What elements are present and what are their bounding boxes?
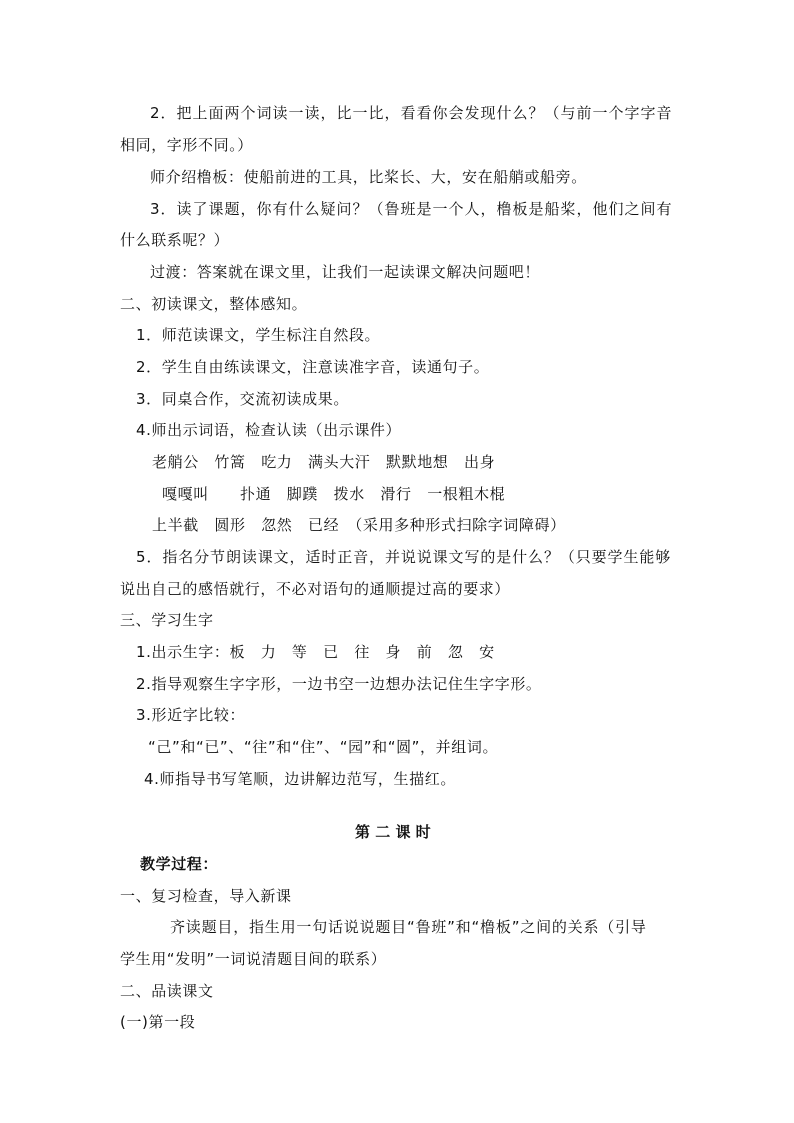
teaching-process-heading: 教学过程： — [140, 855, 219, 873]
similar-characters-label: 3.形近字比较： — [136, 706, 246, 724]
lesson-2-title: 第 二 课 时 — [355, 823, 431, 841]
read-title-together-line1: 齐读题目，指生用一句话说说题目“鲁班”和“橹板”之间的关系（引导 — [170, 918, 647, 936]
step-3-deskmate-cooperation: 3．同桌合作，交流初读成果。 — [136, 390, 349, 408]
writing-guidance: 4.师指导书写笔顺，边讲解边范写，生描红。 — [144, 770, 456, 788]
word-list-row-2: 嘎嘎叫 扑通 脚蹼 拨水 滑行 一根粗木棍 — [162, 485, 506, 503]
step-4-show-words: 4.师出示词语，检查认读（出示课件） — [136, 421, 402, 439]
step-5-read-by-paragraph-line2: 说出自己的感悟就行，不必对语句的通顺提过高的要求） — [120, 580, 511, 598]
new-characters-list: 1.出示生字：板 力 等 已 往 身 前 忽 安 — [136, 643, 495, 661]
step-5-read-by-paragraph-line1: 5．指名分节朗读课文，适时正音，并说说课文写的是什么？（只要学生能够 — [136, 548, 672, 566]
step-1-teacher-reading: 1．师范读课文，学生标注自然段。 — [136, 326, 381, 344]
similar-characters-pairs: “己”和“已”、“往”和“住”、“园”和“圆”，并组词。 — [148, 738, 499, 756]
review-section-heading: 一、复习检查，导入新课 — [120, 887, 292, 905]
word-list-row-1: 老艄公 竹篙 吃力 满头大汗 默默地想 出身 — [152, 453, 496, 471]
word-list-row-3: 上半截 圆形 忽然 已经 （采用多种形式扫除字词障碍） — [152, 516, 566, 534]
savor-text-heading: 二、品读课文 — [120, 982, 214, 1000]
teacher-introduces-oar: 师介绍橹板：使船前进的工具，比桨长、大，安在船艄或船旁。 — [150, 168, 587, 186]
observe-character-shapes: 2.指导观察生字字形，一边书空一边想办法记住生字字形。 — [136, 675, 542, 693]
section-2-heading: 二、初读课文，整体感知。 — [120, 295, 308, 313]
item-2-compare-words-line1: 2．把上面两个词读一读，比一比，看看你会发现什么？（与前一个字字音 — [150, 104, 673, 122]
item-3-title-question-line1: 3．读了课题，你有什么疑问？（鲁班是一个人，橹板是船桨，他们之间有 — [150, 200, 673, 218]
item-3-title-question-line2: 什么联系呢？） — [120, 231, 230, 249]
first-paragraph-heading: (一)第一段 — [120, 1013, 196, 1031]
section-3-heading: 三、学习生字 — [120, 611, 214, 629]
transition-text: 过渡：答案就在课文里，让我们一起读课文解决问题吧！ — [150, 263, 541, 281]
item-2-compare-words-line2: 相同，字形不同。） — [120, 136, 253, 154]
step-2-free-reading: 2．学生自由练读课文，注意读准字音，读通句子。 — [136, 358, 490, 376]
read-title-together-line2: 学生用“发明”一词说清题目间的联系） — [120, 950, 387, 968]
